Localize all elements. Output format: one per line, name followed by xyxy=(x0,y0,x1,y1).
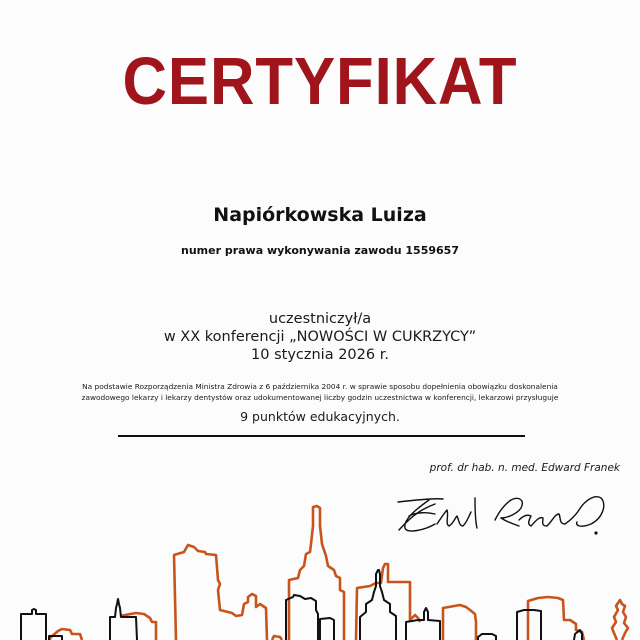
conference-name: w XX konferencji „NOWOŚCI W CUKRZYCY” xyxy=(163,329,477,345)
skyline-icon xyxy=(0,500,640,640)
conference-date: 10 stycznia 2026 r. xyxy=(251,347,389,363)
education-points: 9 punktów edukacyjnych. xyxy=(240,409,400,424)
legal-line-2: zawodowego lekarzy i lekarzy dentystów oraz udokumentowanej liczby godzin uczestnictwa w konferencji, lekarzowi przysługuje xyxy=(81,393,559,402)
legal-line-1: Na podstawie Rozporządzenia Ministra Zdrowia z 6 października 2004 r. w sprawie sposobu dopełnienia obowiązku doskonalenia xyxy=(82,382,558,391)
divider-line xyxy=(118,435,525,437)
certificate-title: CERTYFIKAT xyxy=(122,44,518,119)
signer-name: prof. dr hab. n. med. Edward Franek xyxy=(429,462,620,474)
recipient-name: Napiórkowska Luiza xyxy=(213,204,427,226)
license-number: numer prawa wykonywania zawodu 1559657 xyxy=(181,244,459,257)
participation-block xyxy=(0,310,640,364)
legal-basis-text xyxy=(0,381,640,403)
participation-line-1: uczestniczył/a xyxy=(268,311,372,327)
